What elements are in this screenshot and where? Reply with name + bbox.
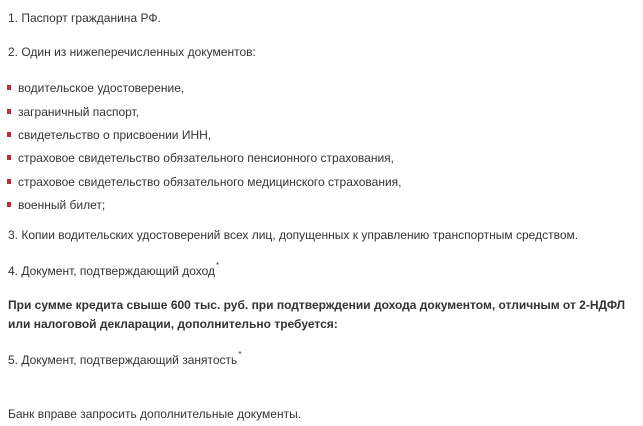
list-item-license-copies: 3. Копии водительских удостоверений всех лиц, допущенных к управлению транспортным средством. xyxy=(8,228,579,242)
bank-note: Банк вправе запросить дополнительные документы. xyxy=(8,407,302,421)
bullet-item-military-id: военный билет; xyxy=(18,198,106,212)
list-item-employment-document xyxy=(8,352,241,368)
bullet-item-pension-insurance: страховое свидетельство обязательного пенсионного страхования, xyxy=(18,151,394,165)
bullet-item-inn: свидетельство о присвоении ИНН, xyxy=(18,128,212,142)
footnote-mark: * xyxy=(216,261,220,270)
condition-paragraph: При сумме кредита свыше 600 тыс. руб. при подтверждении дохода документом, отличным от 2-НДФЛ или налоговой декларации, дополнительно требуется: xyxy=(8,298,626,331)
list-item-income-document xyxy=(8,263,219,279)
bullet-marker xyxy=(7,132,11,137)
bullet-marker xyxy=(7,155,11,160)
bullet-marker xyxy=(7,85,11,90)
bullet-marker xyxy=(7,179,11,184)
bullet-item-medical-insurance: страховое свидетельство обязательного медицинского страхования, xyxy=(18,175,402,189)
bullet-marker xyxy=(7,202,11,207)
footnote-mark: * xyxy=(238,350,242,359)
bullet-marker xyxy=(7,109,11,114)
employment-document-text: 5. Документ, подтверждающий занятость xyxy=(8,353,238,367)
income-document-text: 4. Документ, подтверждающий доход xyxy=(8,264,216,278)
list-item-one-of-documents: 2. Один из нижеперечисленных документов: xyxy=(8,45,256,59)
bullet-item-driver-license: водительское удостоверение, xyxy=(18,81,185,95)
bullet-item-foreign-passport: заграничный паспорт, xyxy=(18,105,140,119)
list-item-passport: 1. Паспорт гражданина РФ. xyxy=(8,11,161,25)
